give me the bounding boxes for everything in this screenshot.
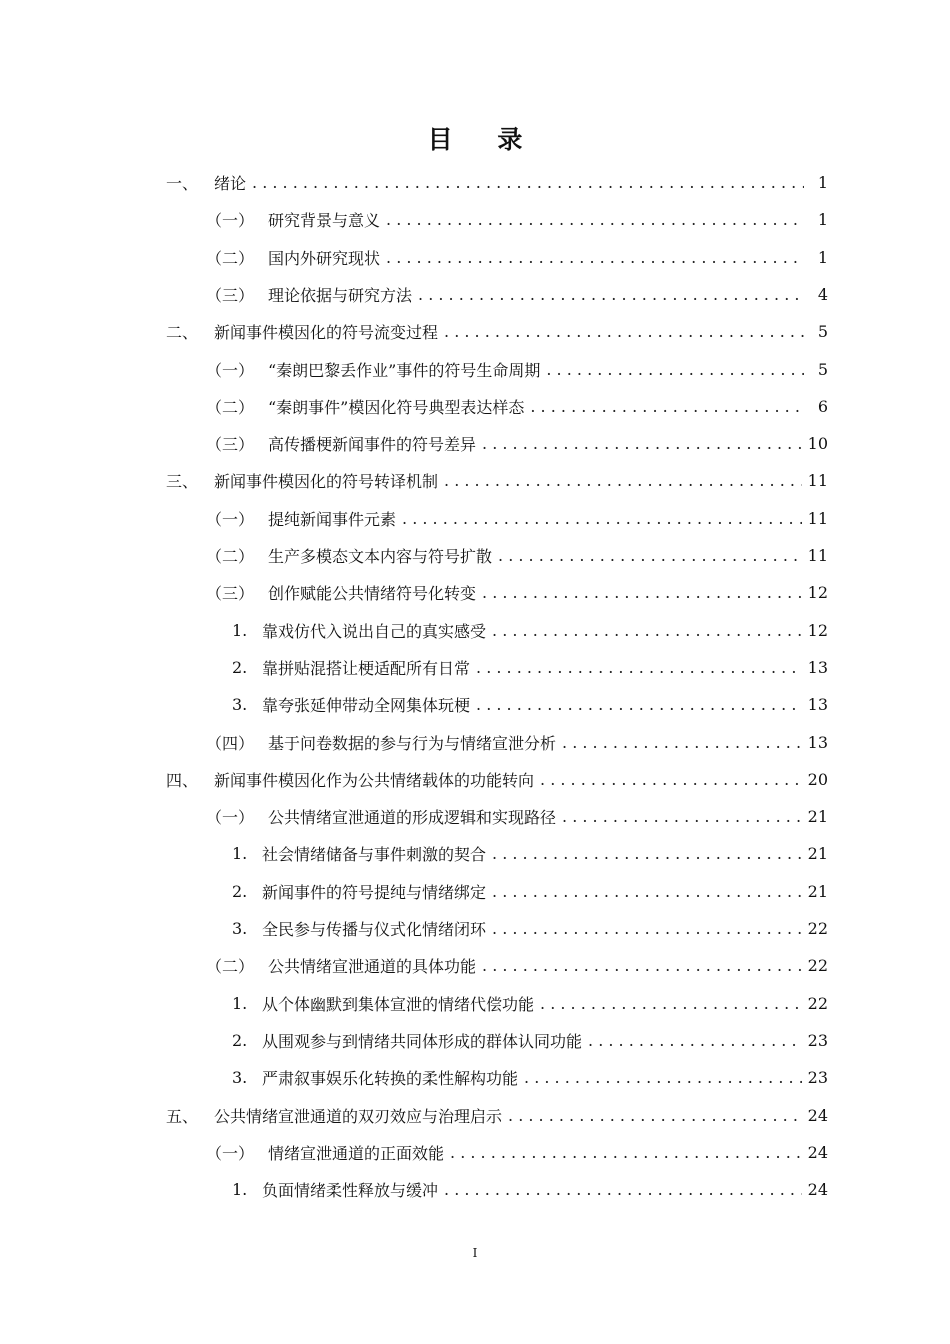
toc-row[interactable] — [0, 947, 950, 984]
toc-row-number: 1. — [232, 993, 248, 1013]
toc-row-page: 12 — [807, 620, 828, 640]
toc-row-page: 4 — [817, 284, 828, 304]
page-number-footer: I — [472, 1246, 478, 1260]
toc-row-number: （三） — [206, 584, 255, 604]
toc-row[interactable] — [0, 1022, 950, 1059]
toc-row-page: 22 — [807, 919, 828, 938]
toc-row-entry — [262, 880, 828, 903]
toc-row-number: （二） — [206, 957, 255, 977]
toc-row-entry — [262, 842, 828, 865]
toc-row-page: 22 — [807, 993, 828, 1013]
toc-row-number: （一） — [206, 1143, 255, 1163]
toc-leader-dots — [444, 322, 804, 341]
toc-row[interactable] — [0, 1171, 950, 1208]
toc-leader-dots — [402, 509, 802, 528]
toc-row-entry — [214, 320, 828, 343]
toc-row[interactable] — [0, 910, 950, 947]
toc-row-number: （二） — [206, 397, 255, 417]
toc-leader-dots — [482, 956, 802, 975]
toc-row-page: 23 — [807, 1030, 828, 1050]
toc-row-number: 2. — [232, 657, 248, 677]
toc-row-entry — [268, 208, 828, 231]
toc-row-page: 24 — [807, 1180, 828, 1200]
toc-row-entry — [262, 917, 828, 940]
toc-leader-dots — [252, 173, 804, 192]
toc-row-entry — [268, 805, 828, 828]
toc-row-label: 靠拼贴混搭让梗适配所有日常 — [262, 658, 471, 678]
toc-row[interactable] — [0, 425, 950, 462]
toc-row-entry — [268, 432, 828, 455]
toc-leader-dots — [524, 1068, 802, 1087]
toc-leader-dots — [530, 397, 804, 416]
toc-row-page: 11 — [807, 508, 828, 528]
toc-row-label: 创作赋能公共情绪符号化转变 — [268, 584, 477, 604]
toc-row-entry — [214, 768, 828, 791]
toc-row[interactable] — [0, 500, 950, 537]
toc-row-number: 1. — [232, 844, 248, 864]
toc-leader-dots — [492, 621, 802, 640]
toc-row-page: 1 — [817, 173, 828, 192]
toc-row-number: 3. — [232, 919, 248, 938]
toc-leader-dots — [492, 882, 802, 901]
toc-leader-dots — [418, 285, 804, 304]
toc-row-number: （二） — [206, 547, 255, 566]
toc-row-number: （二） — [206, 248, 255, 268]
toc-leader-dots — [508, 1106, 802, 1125]
toc-row-label: 社会情绪储备与事件刺激的契合 — [262, 845, 487, 865]
toc-row-page: 11 — [807, 546, 828, 565]
toc-row-number: 一、 — [166, 174, 199, 193]
toc-row-page: 24 — [807, 1142, 828, 1162]
toc-row[interactable] — [0, 276, 950, 313]
toc-row-entry — [262, 1066, 828, 1089]
toc-row-number: 五、 — [166, 1106, 199, 1126]
toc-row-number: 二、 — [166, 323, 199, 343]
toc-row[interactable] — [0, 686, 950, 723]
toc-row-number: （四） — [206, 733, 255, 753]
toc-row[interactable] — [0, 462, 950, 499]
toc-leader-dots — [562, 733, 802, 752]
toc-row[interactable] — [0, 612, 950, 649]
toc-row-entry — [262, 1178, 828, 1201]
toc-row-page: 10 — [807, 434, 828, 454]
toc-row-page: 6 — [817, 396, 828, 416]
toc-row-entry — [268, 1141, 828, 1164]
toc-row-label: 新闻事件模因化的符号流变过程 — [214, 323, 439, 343]
toc-row[interactable] — [0, 798, 950, 835]
toc-leader-dots — [476, 695, 802, 714]
toc-row-page: 22 — [807, 956, 828, 976]
toc-row[interactable] — [0, 724, 950, 761]
toc-row-label: 公共情绪宣泄通道的双刃效应与治理启示 — [214, 1106, 503, 1126]
toc-row[interactable] — [0, 985, 950, 1022]
toc-row-label: 情绪宣泄通道的正面效能 — [268, 1143, 445, 1163]
toc-row-label: 研究背景与意义 — [268, 211, 381, 231]
toc-leader-dots — [492, 844, 802, 863]
toc-row-entry — [268, 954, 828, 977]
toc-row-entry — [268, 507, 828, 530]
toc-row[interactable] — [0, 351, 950, 388]
toc-row[interactable] — [0, 1059, 950, 1096]
toc-row-entry — [268, 544, 828, 567]
toc-row-number: 3. — [232, 695, 248, 715]
toc-row-entry — [268, 731, 828, 754]
toc-row-number: 1. — [232, 1180, 248, 1200]
toc-row-number: 1. — [232, 620, 248, 640]
toc-row-label: 生产多模态文本内容与符号扩散 — [268, 547, 493, 566]
toc-row-label: 新闻事件模因化的符号转译机制 — [214, 472, 439, 492]
toc-row-label: 国内外研究现状 — [268, 248, 381, 268]
toc-row-page: 13 — [807, 657, 828, 677]
toc-row-label: 靠戏仿代入说出自己的真实感受 — [262, 621, 487, 641]
toc-row-label: 靠夸张延伸带动全网集体玩梗 — [262, 696, 471, 716]
toc-row-label: 从围观参与到情绪共同体形成的群体认同功能 — [262, 1031, 583, 1051]
toc-row-entry — [268, 283, 828, 306]
toc-row[interactable] — [0, 873, 950, 910]
toc-row-entry — [214, 1104, 828, 1127]
toc-row-entry — [262, 1029, 828, 1052]
toc-row[interactable] — [0, 239, 950, 276]
toc-row-page: 13 — [807, 695, 828, 715]
toc-row-page: 12 — [807, 583, 828, 603]
toc-row-label: “秦朗事件”模因化符号典型表达样态 — [268, 397, 525, 417]
toc-row-page: 23 — [807, 1068, 828, 1088]
toc-row[interactable] — [0, 313, 950, 350]
toc-row-page: 5 — [817, 359, 828, 379]
toc-row-label: 全民参与传播与仪式化情绪闭环 — [262, 920, 487, 939]
toc-row-page: 21 — [807, 844, 828, 864]
toc-row[interactable] — [0, 201, 950, 238]
toc-leader-dots — [444, 471, 802, 490]
toc-row-page: 1 — [817, 210, 828, 230]
toc-leader-dots — [482, 583, 802, 602]
toc-row-entry — [262, 619, 828, 642]
toc-row-label: 高传播梗新闻事件的符号差异 — [268, 435, 477, 455]
toc-row-number: （三） — [206, 435, 255, 455]
toc-row-label: 提纯新闻事件元素 — [268, 509, 397, 529]
toc-leader-dots — [588, 1031, 802, 1050]
toc-row[interactable] — [0, 537, 950, 574]
toc-row-entry — [214, 469, 828, 492]
toc-row-entry — [214, 171, 828, 194]
toc-row-label: 基于问卷数据的参与行为与情绪宣泄分析 — [268, 733, 557, 753]
toc-row-page: 20 — [807, 769, 828, 789]
toc-row-number: （一） — [206, 360, 255, 380]
toc-row-label: 绪论 — [214, 174, 247, 193]
toc-row-label: 从个体幽默到集体宣泄的情绪代偿功能 — [262, 994, 535, 1014]
toc-row-entry — [268, 395, 828, 418]
toc-row-number: （三） — [206, 285, 255, 305]
toc-row-label: 公共情绪宣泄通道的形成逻辑和实现路径 — [268, 808, 557, 828]
toc-leader-dots — [498, 546, 802, 565]
toc-row[interactable] — [0, 164, 950, 201]
toc-row[interactable] — [0, 649, 950, 686]
toc-row-label: 严肃叙事娱乐化转换的柔性解构功能 — [262, 1069, 519, 1089]
toc-row-number: （一） — [206, 509, 255, 529]
toc-leader-dots — [562, 807, 802, 826]
toc-row[interactable] — [0, 1134, 950, 1171]
toc-row-label: 公共情绪宣泄通道的具体功能 — [268, 957, 477, 977]
toc-row-page: 24 — [807, 1105, 828, 1125]
toc-row-number: 2. — [232, 1030, 248, 1050]
toc-row-page: 5 — [817, 322, 828, 342]
toc-row-entry — [262, 992, 828, 1015]
toc-leader-dots — [386, 248, 804, 267]
toc-row-number: 三、 — [166, 472, 199, 492]
toc-row-page: 11 — [807, 471, 828, 491]
toc-row-page: 13 — [807, 732, 828, 752]
toc-row[interactable] — [0, 574, 950, 611]
toc-leader-dots — [386, 210, 804, 229]
toc-row-label: 新闻事件的符号提纯与情绪绑定 — [262, 882, 487, 902]
toc-row[interactable] — [0, 835, 950, 872]
toc-row-number: （一） — [206, 211, 255, 231]
toc-row-number: 四、 — [166, 770, 199, 790]
toc-row-entry — [262, 656, 828, 679]
toc-row-entry — [262, 693, 828, 716]
toc-leader-dots — [482, 434, 802, 453]
toc-leader-dots — [540, 770, 802, 789]
toc-title: 目 录 — [427, 125, 541, 154]
toc-row-label: 负面情绪柔性释放与缓冲 — [262, 1181, 439, 1201]
toc-row-number: 2. — [232, 881, 248, 901]
toc-leader-dots — [444, 1180, 802, 1199]
toc-leader-dots — [476, 658, 802, 677]
toc-row-page: 1 — [817, 247, 828, 267]
toc-row-number: 3. — [232, 1068, 248, 1088]
toc-row-entry — [268, 246, 828, 269]
toc-row-number: （一） — [206, 808, 255, 828]
toc-leader-dots — [546, 360, 804, 379]
toc-row[interactable] — [0, 388, 950, 425]
toc-leader-dots — [450, 1143, 802, 1162]
toc-row-page: 21 — [807, 807, 828, 827]
toc-leader-dots — [540, 994, 802, 1013]
toc-row-entry — [268, 358, 828, 381]
toc-row-entry — [268, 581, 828, 604]
toc-row[interactable] — [0, 1097, 950, 1134]
toc-row[interactable] — [0, 761, 950, 798]
toc-row-label: 理论依据与研究方法 — [268, 285, 413, 305]
toc-row-page: 21 — [807, 881, 828, 901]
toc-leader-dots — [492, 919, 802, 938]
toc-row-label: “秦朗巴黎丢作业”事件的符号生命周期 — [268, 360, 541, 380]
toc-row-label: 新闻事件模因化作为公共情绪载体的功能转向 — [214, 770, 535, 790]
